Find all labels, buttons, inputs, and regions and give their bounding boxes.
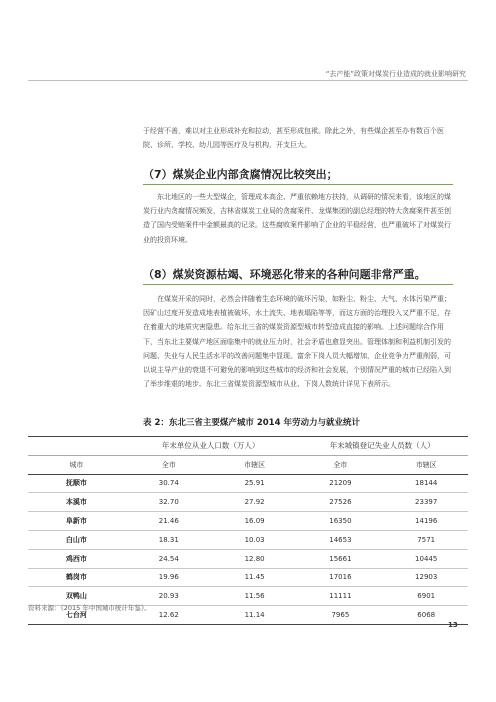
table-row [28, 474, 468, 493]
section-7-rule [143, 184, 453, 185]
table-cell: 11.14 [213, 606, 297, 625]
table-cell: 12.62 [125, 606, 213, 625]
group-header-blank [28, 437, 125, 456]
section-8-rule [143, 284, 453, 285]
section-8-title: （8）煤炭资源枯竭、环境恶化带来的各种问题非常严重。 [143, 268, 426, 281]
table-row [28, 549, 468, 568]
table-cell: 21.46 [125, 512, 213, 531]
table-cell: 20.93 [125, 587, 213, 606]
table-column-header-row [28, 455, 468, 474]
table-cell: 24.54 [125, 549, 213, 568]
table-cell: 15661 [296, 549, 384, 568]
page-number: 13 [448, 621, 458, 629]
section-8-paragraph: 在煤炭开采的同时，必然会伴随着生态环境的破坏污染，如粉尘、粉尘、大气、水体污染严重；因矿山过度开发造成地表植被破坏、水土流失、地表塌陷等等，而这方面的治理投入又严重不足，存在着重大的地质灾害隐患。给东北三省的煤炭资源型城市转型造成直接的影响。上述问题综合作用下，当东北主要煤产地区面临集中的就业压力时，社会矛盾也愈显突出。管理体制和利益机制引发的问题、失业与人民生活水平的改善问题集中显现。富余下岗人员大幅增加，企业竞争力严重削弱，可以说主导产业的衰退不可避免的影响到这些城市的经济和社会发展，个别情况严重的城市已经陷入到了举步维艰的地步。东北三省煤炭资源型城市从业、下岗人数统计详见下表所示。 [143, 295, 451, 389]
table-cell: 11.56 [213, 587, 297, 606]
running-title: “去产能”政策对煤炭行业造成的就业影响研究 [325, 70, 466, 78]
section-7-title: （7）煤炭企业内部贪腐情况比较突出； [143, 168, 338, 181]
table-row [28, 530, 468, 549]
table-source-note: 资料来源：《2015 年中国城市统计年鉴》。 [28, 604, 151, 612]
column-header-city-total-unemployed: 全市 [296, 455, 384, 474]
table-cell: 21209 [296, 474, 384, 493]
city-name: 抚顺市 [28, 474, 125, 493]
table-row [28, 568, 468, 587]
table-cell: 10445 [384, 549, 468, 568]
table-cell: 6068 [384, 606, 468, 625]
table-cell: 16.09 [213, 512, 297, 531]
intro-paragraph: 于经营不善，难以对主业形成补充和拉动，甚至形成包袱。除此之外，有些煤企甚至办有数百个医院、诊所、学校、幼儿园等医疗及与机构，开支巨大。 [143, 127, 444, 150]
section-7-paragraph: 东北地区的一些大型煤企，管理成本高企、严重依赖地方扶持，从调研的情况来看，该地区的煤炭行业内贪腐情况频发，吉林省煤炭工业局的贪腐案件、龙煤集团的副总经理的特大贪腐案件甚至创造了国内受贿案件中金额最高的记录。这些腐败案件影响了企业的平稳经营，也严重破坏了对煤炭行业的投资环境。 [143, 193, 451, 244]
table-cell: 23397 [384, 493, 468, 512]
table-cell: 25.91 [213, 474, 297, 493]
table-group-header-row [28, 437, 468, 456]
city-name: 阜新市 [28, 512, 125, 531]
table-title: 表 2：东北三省主要煤产城市 2014 年劳动力与就业统计 [143, 418, 360, 428]
table-cell: 12.80 [213, 549, 297, 568]
table-cell: 18.31 [125, 530, 213, 549]
table-cell: 7571 [384, 530, 468, 549]
city-name: 七台河 [28, 606, 125, 625]
city-name: 白山市 [28, 530, 125, 549]
table-row [28, 493, 468, 512]
city-name: 双鸭山 [28, 587, 125, 606]
column-header-city: 城市 [28, 455, 125, 474]
table-row [28, 512, 468, 531]
table-cell: 17016 [296, 568, 384, 587]
employment-table [28, 436, 468, 625]
table-cell: 32.70 [125, 493, 213, 512]
city-name: 鸡西市 [28, 549, 125, 568]
table-cell: 14653 [296, 530, 384, 549]
table-cell: 14196 [384, 512, 468, 531]
group-header-employment: 年末单位从业人口数（万人） [125, 437, 297, 456]
table-cell: 18144 [384, 474, 468, 493]
table-cell: 27.92 [213, 493, 297, 512]
table-cell: 27526 [296, 493, 384, 512]
table-cell: 19.96 [125, 568, 213, 587]
city-name: 本溪市 [28, 493, 125, 512]
group-header-unemployment: 年末城镇登记失业人员数（人） [296, 437, 468, 456]
table-cell: 11111 [296, 587, 384, 606]
column-header-district-unemployed: 市辖区 [384, 455, 468, 474]
city-name: 鹤岗市 [28, 568, 125, 587]
table-cell: 7965 [296, 606, 384, 625]
table-cell: 30.74 [125, 474, 213, 493]
table-cell: 6901 [384, 587, 468, 606]
table-cell: 12903 [384, 568, 468, 587]
table-cell: 16350 [296, 512, 384, 531]
table-cell: 10.03 [213, 530, 297, 549]
table-cell: 11.45 [213, 568, 297, 587]
column-header-district-employed: 市辖区 [213, 455, 297, 474]
header-rule [28, 80, 468, 81]
column-header-city-total-employed: 全市 [125, 455, 213, 474]
